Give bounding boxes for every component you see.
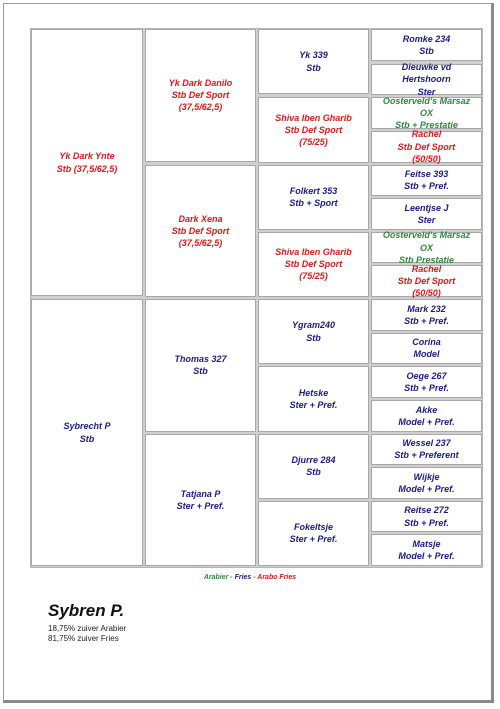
pedigree-line: Matsje: [412, 539, 441, 550]
pedigree-line: (37,5/62,5): [178, 237, 223, 248]
pedigree-line: Stb Def Sport: [284, 124, 343, 135]
pedigree-line: Ster + Pref.: [176, 500, 225, 511]
pedigree-cell-gen4: [371, 29, 482, 61]
pedigree-line: Dieuwke vd: [401, 62, 452, 73]
pedigree-line: Model + Pref.: [398, 551, 455, 562]
pedigree-line: Fokeltsje: [293, 522, 333, 533]
arabier-percentage: 18,75% zuiver Arabier: [48, 624, 127, 633]
pedigree-line: Rachel: [411, 129, 442, 140]
pedigree-line: Stb + Pref.: [404, 383, 449, 394]
pedigree-line: Stb: [79, 433, 95, 444]
pedigree-cell-gen4: [371, 333, 482, 365]
pedigree-line: Yk Dark Ynte: [59, 151, 115, 162]
pedigree-cell-gen4: [371, 434, 482, 466]
pedigree-line: Stb Def Sport: [284, 259, 343, 270]
pedigree-cell-gen2: [145, 165, 256, 298]
pedigree-line: Dark Xena: [178, 213, 223, 224]
pedigree-line: (50/50): [412, 288, 441, 299]
pedigree-line: Stb: [193, 366, 208, 377]
pedigree-line: Stb: [306, 332, 321, 343]
legend-arabier: Arabier: [203, 574, 229, 581]
pedigree-chart: [30, 28, 483, 568]
pedigree-cell-gen1: [31, 299, 143, 566]
pedigree-cell-gen4: [371, 165, 482, 197]
pedigree-line: Corina: [412, 337, 441, 348]
pedigree-line: Stb Def Sport: [171, 90, 230, 101]
pedigree-cell-gen3: [258, 434, 369, 499]
pedigree-line: Yk Dark Danilo: [168, 78, 233, 89]
pedigree-line: Ster: [417, 214, 436, 225]
pedigree-line: Stb (37,5/62,5): [56, 163, 118, 174]
document-page: [3, 3, 494, 703]
pedigree-line: Yk 339: [299, 50, 328, 61]
pedigree-cell-gen4: [371, 232, 482, 264]
pedigree-cell-gen4: [371, 97, 482, 129]
pedigree-line: Wijkje: [413, 471, 440, 482]
pedigree-cell-gen4: [371, 501, 482, 533]
pedigree-cell-gen2: [145, 299, 256, 432]
pedigree-line: Sybrecht P: [63, 421, 111, 432]
pedigree-line: Rachel: [411, 263, 442, 274]
pedigree-line: Stb + Pref.: [404, 181, 449, 192]
pedigree-cell-gen3: [258, 165, 369, 230]
pedigree-line: Djurre 284: [291, 454, 336, 465]
pedigree-line: Leentjse J: [404, 202, 449, 213]
pedigree-line: Stb: [306, 467, 321, 478]
pedigree-cell-gen2: [145, 29, 256, 162]
pedigree-cell-gen4: [371, 299, 482, 331]
legend-arabo-fries: Arabo Fries: [257, 574, 297, 581]
pedigree-cell-gen3: [258, 97, 369, 162]
pedigree-line: Oosterveld's Marsaz: [382, 230, 471, 241]
pedigree-line: Model + Pref.: [398, 483, 455, 494]
pedigree-line: Ygram240: [291, 320, 336, 331]
pedigree-line: Thomas 327: [174, 354, 227, 365]
pedigree-cell-gen4: [371, 467, 482, 499]
pedigree-line: (75/25): [299, 271, 328, 282]
pedigree-cell-gen3: [258, 29, 369, 94]
pedigree-cell-gen3: [258, 501, 369, 566]
pedigree-line: OX: [419, 108, 433, 118]
pedigree-line: Stb + Prestatie: [395, 120, 458, 131]
pedigree-line: Feitse 393: [404, 169, 449, 180]
horse-name: Sybren P.: [48, 601, 125, 620]
pedigree-line: Wessel 237: [402, 438, 451, 449]
pedigree-cell-gen4: [371, 265, 482, 297]
legend-separator: -: [228, 574, 235, 581]
pedigree-line: Romke 234: [402, 33, 451, 44]
pedigree-line: Stb + Pref.: [404, 315, 449, 326]
pedigree-line: Stb + Pref.: [404, 517, 449, 528]
pedigree-cell-gen3: [258, 366, 369, 431]
pedigree-cell-gen3: [258, 299, 369, 364]
pedigree-cell-gen1: [31, 29, 143, 296]
pedigree-line: Hetske: [298, 387, 329, 398]
pedigree-line: Stb: [306, 62, 321, 73]
color-legend: [0, 574, 500, 581]
pedigree-line: Stb + Preferent: [394, 450, 459, 461]
pedigree-line: Reitse 272: [404, 505, 449, 516]
pedigree-line: Stb Def Sport: [397, 276, 456, 287]
pedigree-line: Akke: [415, 404, 438, 415]
legend-separator: -: [251, 574, 258, 581]
pedigree-line: Tatjana P: [180, 488, 221, 499]
pedigree-line: Folkert 353: [289, 185, 338, 196]
pedigree-cell-gen4: [371, 131, 482, 163]
pedigree-line: Ster + Pref.: [289, 534, 338, 545]
pedigree-line: Ster + Pref.: [289, 399, 338, 410]
pedigree-line: Model: [413, 349, 440, 360]
pedigree-cell-gen4: [371, 534, 482, 566]
pedigree-line: Shiva Iben Gharib: [275, 112, 352, 123]
pedigree-line: Mark 232: [407, 303, 446, 314]
pedigree-line: (75/25): [299, 136, 328, 147]
pedigree-line: Stb Def Sport: [397, 141, 456, 152]
pedigree-line: Oosterveld's Marsaz: [382, 95, 471, 106]
pedigree-line: Stb Prestatie: [398, 254, 455, 265]
pedigree-line: Stb Def Sport: [171, 225, 230, 236]
pedigree-line: (37,5/62,5): [178, 102, 223, 113]
pedigree-cell-gen4: [371, 366, 482, 398]
pedigree-line: Oege 267: [406, 370, 447, 381]
pedigree-cell-gen4: [371, 400, 482, 432]
legend-fries: Fries: [234, 574, 252, 581]
pedigree-line: OX: [419, 242, 433, 253]
pedigree-line: Ster: [417, 86, 436, 97]
pedigree-cell-gen3: [258, 232, 369, 297]
pedigree-line: Model + Pref.: [398, 416, 455, 427]
pedigree-line: Stb + Sport: [289, 198, 338, 209]
pedigree-line: Hertshoorn: [402, 74, 451, 85]
fries-percentage: 81,75% zuiver Fries: [48, 634, 119, 643]
pedigree-line: (50/50): [412, 153, 441, 164]
pedigree-line: Shiva Iben Gharib: [275, 247, 352, 258]
pedigree-cell-gen4: [371, 64, 482, 96]
pedigree-cell-gen4: [371, 198, 482, 230]
pedigree-cell-gen2: [145, 434, 256, 567]
pedigree-line: Stb: [419, 45, 434, 56]
